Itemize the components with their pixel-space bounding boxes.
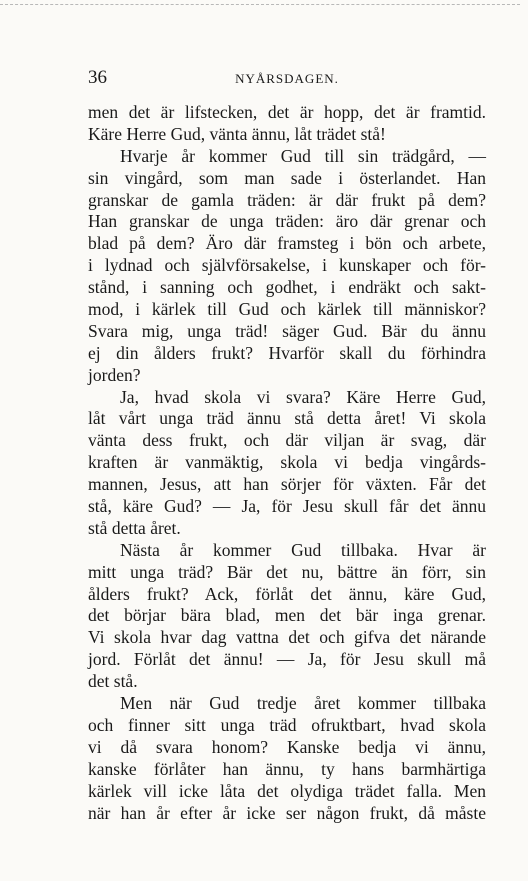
text-line: Ja, hvad skola vi svara? Käre Herre Gud, [120,386,486,407]
text-line: Nästa år kommer Gud tillbaka. Hvar är [120,539,486,560]
text-line: Han granskar de unga träden: äro där grenar och [88,211,486,232]
text-line: blad på dem? Äro där framsteg i bön och arbete, [88,233,486,254]
text-line: Men när Gud tredje året kommer tillbaka [120,693,486,714]
text-line: Vi skola hvar dag vattna det och gifva det närande [88,627,486,648]
text-line: sin vingård, som man sade i österlandet. Han [88,167,486,188]
text-line: stå detta året. [88,517,181,538]
text-line: låt vårt unga träd ännu stå detta året! Vi skola [88,408,486,429]
text-line: kärlek vill icke låta det olydiga trädet falla. Men [88,780,486,801]
text-line: det börjar bära blad, men det bär inga grenar. [88,605,486,626]
text-line: men det är lifstecken, det är hopp, det är framtid. [88,102,486,122]
body-text [88,102,486,824]
page-header [88,66,486,90]
text-line: ålders frukt? Ack, förlåt det ännu, käre Gud, [88,583,486,604]
text-line: när han år efter år icke ser någon frukt, då måste [88,802,486,823]
text-line: vänta dess frukt, och där viljan är svag, där [88,430,486,451]
text-line: det stå. [88,671,138,692]
text-line: och finner sitt unga träd ofruktbart, hvad skola [88,714,486,735]
text-line: stå, käre Gud? — Ja, för Jesu skull får det ännu [88,496,486,517]
text-line: stånd, i sanning och godhet, i endräkt och sakt- [88,277,486,298]
text-line: jorden? [88,364,141,385]
text-line: i lydnad och självförsakelse, i kunskaper och för- [88,255,486,276]
text-line: vi då svara honom? Kanske bedja vi ännu, [88,736,486,757]
text-line: kanske förlåter han ännu, ty hans barmhärtiga [88,758,486,779]
text-line: mitt unga träd? Bär det nu, bättre än förr, sin [88,561,486,582]
text-line: granskar de gamla träden: är där frukt på dem? [88,189,486,210]
page-number: 36 [88,67,107,88]
running-head: NYÅRSDAGEN. [235,71,339,86]
text-line: mannen, Jesus, att han sörjer för växten. Får det [88,474,486,495]
text-line: kraften är vanmäktig, skola vi bedja vingårds- [88,452,486,473]
top-edge-rule [0,4,520,5]
text-line: Käre Herre Gud, vänta ännu, låt trädet stå! [88,123,386,144]
text-line: jord. Förlåt det ännu! — Ja, för Jesu skull må [88,649,486,670]
text-line: Svara mig, unga träd! säger Gud. Bär du ännu [88,320,486,341]
text-line: mod, i kärlek till Gud och kärlek till människor? [88,299,486,320]
text-line: ej din ålders frukt? Hvarför skall du förhindra [88,342,486,363]
text-line: Hvarje år kommer Gud till sin trädgård, — [120,145,486,166]
